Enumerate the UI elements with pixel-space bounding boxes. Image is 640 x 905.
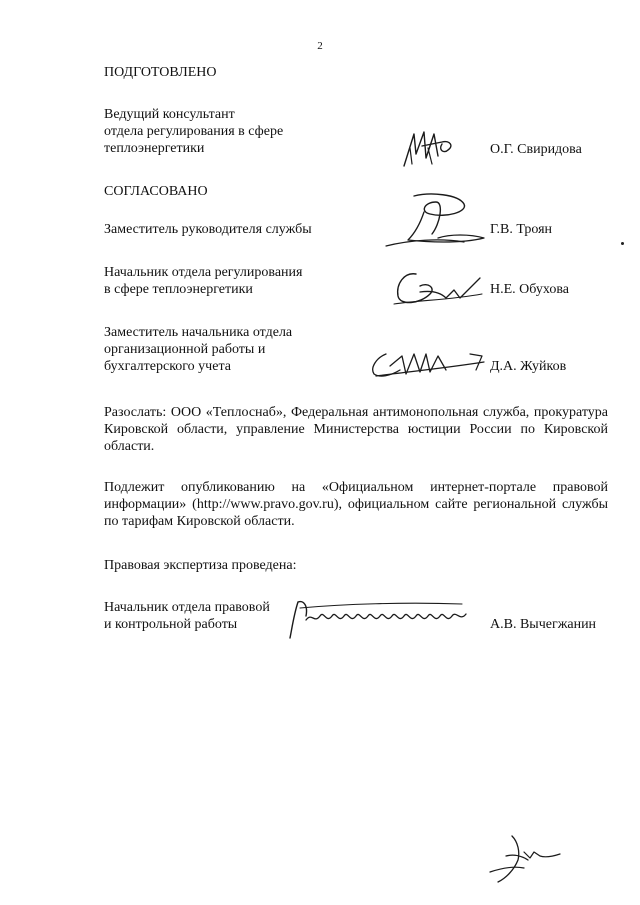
signatory-name: Н.Е. Обухова <box>490 282 569 297</box>
page-number: 2 <box>317 40 323 52</box>
position-line: Начальник отдела правовой <box>104 600 270 615</box>
position-line: теплоэнергетики <box>104 141 205 156</box>
legal-review-statement: Правовая экспертиза проведена: <box>104 558 297 573</box>
prepared-name: О.Г. Свиридова <box>490 142 582 157</box>
signature-troyan <box>380 190 490 254</box>
signatory-name: Д.А. Жуйков <box>490 359 567 374</box>
signatory-position <box>104 264 364 298</box>
initials-mark <box>484 832 564 886</box>
signature-zhuykov <box>366 346 492 382</box>
position-line: Заместитель начальника отдела <box>104 325 293 340</box>
signature-vychegzhanin <box>284 594 474 642</box>
publication-text: Подлежит опубликованию на «Официальном интернет-портале правовой информации» (http://www.pravo.gov.ru), официальном сайте региональной службы по тарифам Кировской области. <box>104 480 608 529</box>
position-line: в сфере теплоэнергетики <box>104 282 253 297</box>
position-line: бухгалтерского учета <box>104 359 231 374</box>
stray-mark <box>621 242 624 245</box>
legal-review-name: А.В. Вычегжанин <box>490 617 597 632</box>
signatory-position <box>104 324 364 375</box>
position-line: Начальник отдела регулирования <box>104 265 303 280</box>
signature-sviridova <box>398 128 478 170</box>
position-line: организационной работы и <box>104 342 266 357</box>
position-line: Ведущий консультант <box>104 107 235 122</box>
signatory-name: Г.В. Троян <box>490 222 553 237</box>
distribution-text: Разослать: ООО «Теплоснаб», Федеральная антимонопольная служба, прокуратура Кировской области, управление Министерства юстиции России по Кировской области. <box>104 405 608 454</box>
agreed-heading: СОГЛАСОВАНО <box>104 184 208 199</box>
prepared-position <box>104 106 364 157</box>
signature-obukhova <box>390 264 490 310</box>
position-line: и контрольной работы <box>104 617 238 632</box>
position-line: Заместитель руководителя службы <box>104 222 312 237</box>
signatory-position <box>104 221 364 238</box>
position-line: отдела регулирования в сфере <box>104 124 284 139</box>
prepared-heading: ПОДГОТОВЛЕНО <box>104 65 217 80</box>
